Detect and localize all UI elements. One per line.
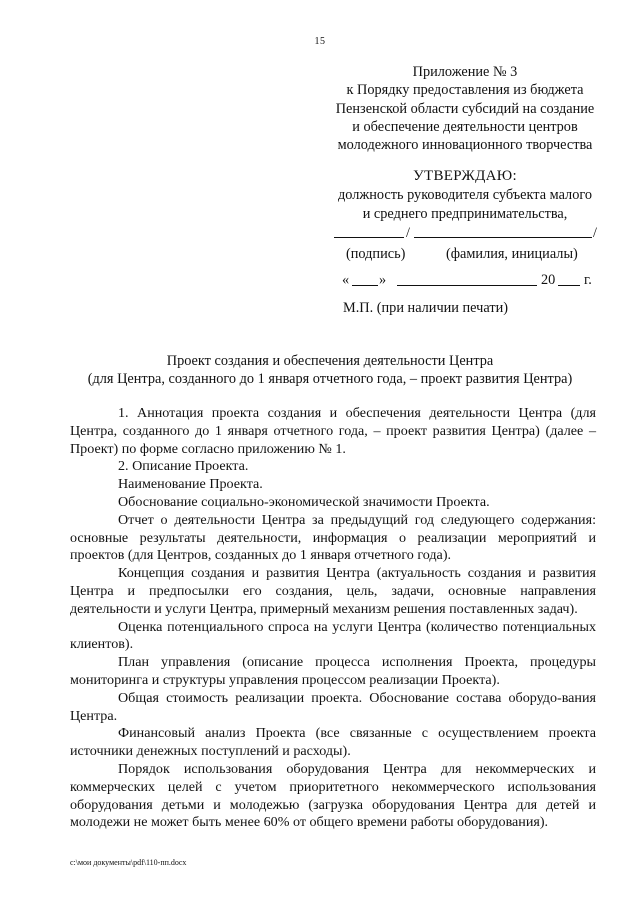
name-blank (414, 237, 592, 238)
approval-position-line: и среднего предпринимательства, (362, 206, 568, 222)
appendix-line: и обеспечение деятельности центров (352, 118, 578, 135)
paragraph: Общая стоимость реализации проекта. Обоснование состава оборудо-вания Центра. (70, 689, 596, 724)
day-blank (352, 285, 378, 286)
date-open-quote: « (342, 272, 350, 288)
date-line (342, 272, 602, 291)
paragraph: Финансовый анализ Проекта (все связанные с осуществлением проекта источники денежных поступлений и расходы). (70, 725, 596, 760)
title-line: (для Центра, созданного до 1 января отчетного года, – проект развития Центра) (87, 371, 573, 387)
signature-caption: (подпись) (346, 246, 406, 262)
paragraph: Обоснование социально-экономической значимости Проекта. (118, 493, 490, 510)
signature-captions (318, 245, 612, 265)
signature-separator: / (593, 225, 597, 241)
year-prefix: 20 (541, 272, 556, 288)
appendix-line: к Порядку предоставления из бюджета (346, 82, 584, 99)
file-path-footer: c:\мои документы\pdf\110-пп.docx (70, 858, 187, 867)
date-close-quote: » (379, 272, 387, 288)
stamp-note: М.П. (при наличии печати) (343, 300, 508, 316)
signature-line (318, 224, 612, 243)
appendix-line: молодежного инновационного творчества (337, 137, 593, 154)
paragraph: Отчет о деятельности Центра за предыдущий год следующего содержания: основные результаты деятельности, информация о реализации мероприятий и проектов (для Центров, созданных до 1 января отчетного года). (70, 511, 596, 564)
signature-separator: / (406, 225, 410, 241)
paragraph: Наименование Проекта. (118, 476, 263, 493)
paragraph: Порядок использования оборудования Центра для некоммерческих и коммерческих целей с учетом приоритетного некоммерческого использования оборудования детьми и молодежью (загрузка оборудования Центра для детей и молодежи не может быть менее 60% от общего времени работы оборудования). (70, 760, 596, 831)
document-body (70, 405, 596, 832)
approval-heading: УТВЕРЖДАЮ: (413, 168, 517, 184)
name-caption: (фамилия, инициалы) (446, 246, 578, 262)
signature-blank (334, 237, 404, 238)
year-suffix: г. (584, 272, 592, 288)
appendix-header (318, 63, 612, 154)
paragraph: Концепция создания и развития Центра (актуальность создания и развития Центра и предпосылки его создания, цель, задачи, основные направления деятельности и услуги Центра, примерный механизм решения поставленных задач). (70, 565, 596, 617)
approval-block (318, 167, 612, 265)
year-blank (558, 285, 580, 286)
title-line: Проект создания и обеспечения деятельности Центра (166, 353, 494, 369)
month-blank (397, 285, 537, 286)
appendix-line: Пензенской области субсидий на создание (335, 100, 595, 117)
paragraph: 1. Аннотация проекта создания и обеспечения деятельности Центра (для Центра, созданного до 1 января отчетного года, – проект развития Центра) (далее – Проект) по форме согласно приложению № 1. (70, 405, 596, 457)
document-title (60, 352, 600, 388)
paragraph: План управления (описание процесса исполнения Проекта, процедуры мониторинга и структуры управления процессом реализации Проекта). (70, 654, 596, 688)
page-number: 15 (314, 36, 326, 47)
paragraph: Оценка потенциального спроса на услуги Центра (количество потенциальных клиентов). (70, 618, 596, 653)
paragraph: 2. Описание Проекта. (118, 458, 249, 475)
appendix-line: Приложение № 3 (412, 64, 518, 80)
approval-position-line: должность руководителя субъекта малого (338, 187, 592, 203)
